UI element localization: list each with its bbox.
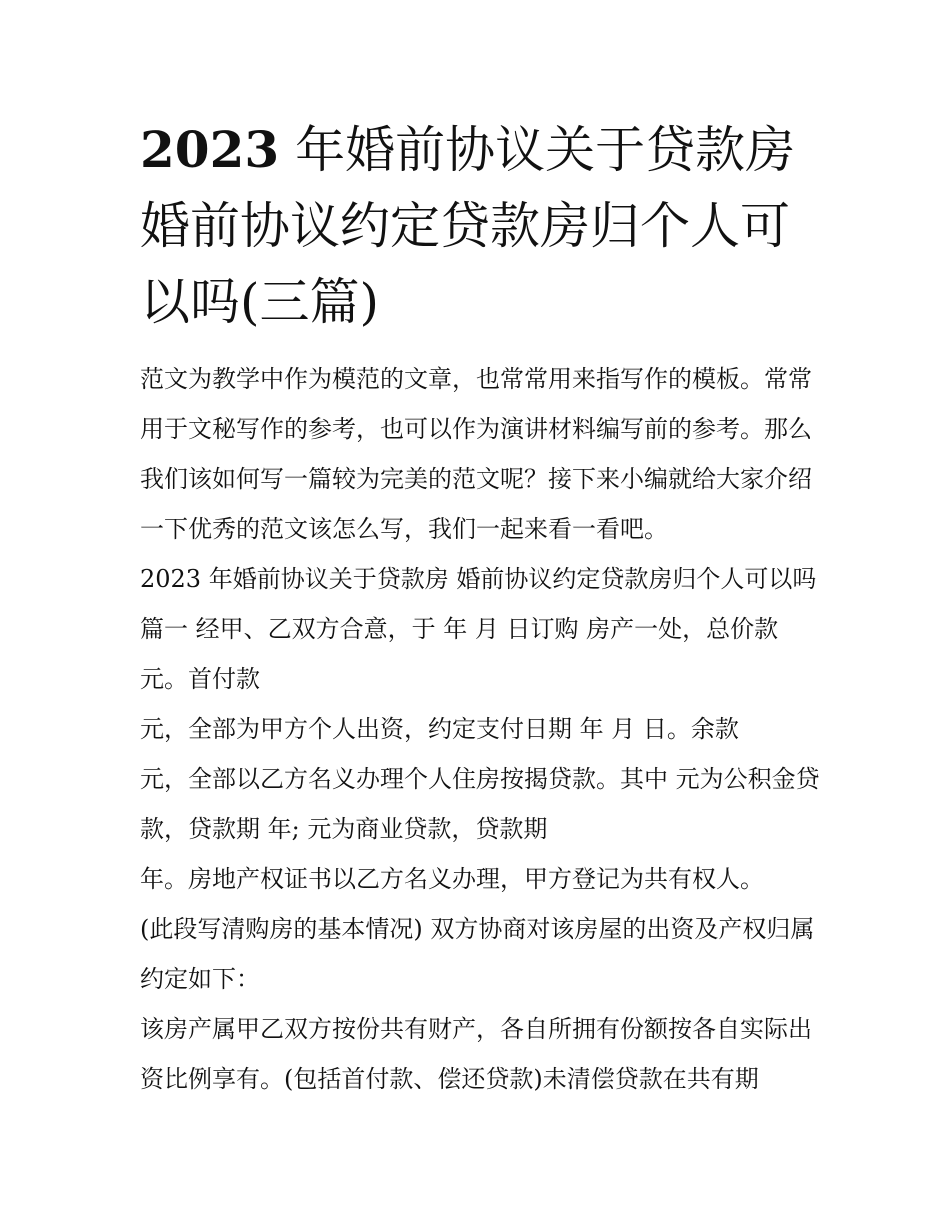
body-paragraph-6: 该房产属甲乙双方按份共有财产，各自所拥有份额按各自实际出资比例享有。(包括首付款、偿还贷款)未清偿贷款在共有期 xyxy=(140,1015,812,1093)
title-year: 2023 xyxy=(140,120,280,179)
body-paragraph-3: 元，全部以乙方名义办理个人住房按揭贷款。其中 元为公积金贷款，贷款期 年; 元为商业贷款，贷款期 xyxy=(140,765,820,843)
title-text: 年婚前协议关于贷款房 婚前协议约定贷款房归个人可以吗(三篇) xyxy=(140,121,796,331)
intro-paragraph: 范文为教学中作为模范的文章，也常常用来指写作的模板。常常用于文秘写作的参考，也可以作为演讲材料编写前的参考。那么我们该如何写一篇较为完美的范文呢？接下来小编就给大家介绍一下优秀的范文该怎么写，我们一起来看一看吧。 xyxy=(140,365,812,543)
body-paragraph-2: 元，全部为甲方个人出资，约定支付日期 年 月 日。余款 xyxy=(140,715,739,743)
document-body xyxy=(140,354,820,1104)
body-paragraph-1: 2023 年婚前协议关于贷款房 婚前协议约定贷款房归个人可以吗篇一 经甲、乙双方合意，于 年 月 日订购 房产一处，总价款 元。首付款 xyxy=(140,565,817,693)
document-title xyxy=(140,112,830,340)
body-paragraph-4: 年。房地产权证书以乙方名义办理，甲方登记为共有权人。 xyxy=(140,865,764,893)
body-paragraph-5: (此段写清购房的基本情况) 双方协商对该房屋的出资及产权归属约定如下： xyxy=(140,915,815,993)
